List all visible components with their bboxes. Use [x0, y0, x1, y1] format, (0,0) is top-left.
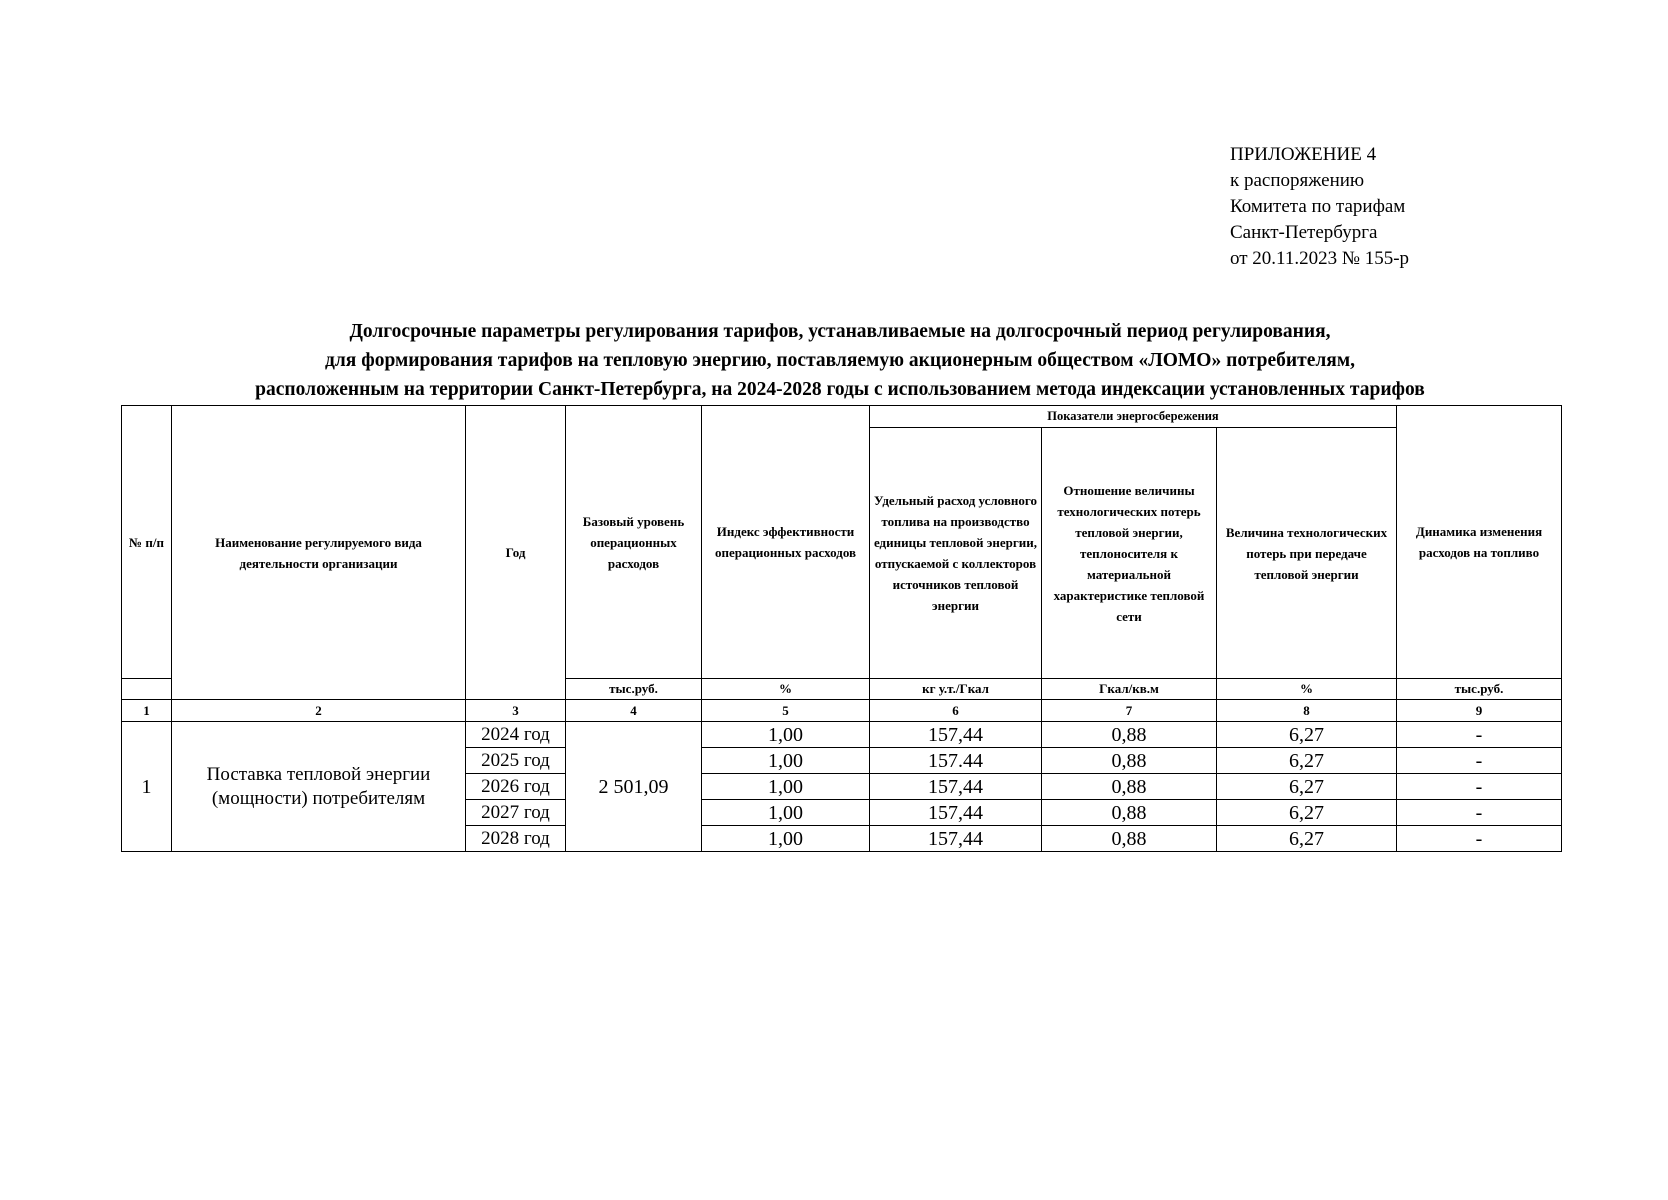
annex-committee: Комитета по тарифам: [1230, 196, 1406, 217]
document-title: [120, 317, 1560, 404]
unit-dynamics: тыс.руб.: [1397, 679, 1562, 700]
fuel-dynamics-value: -: [1397, 748, 1562, 774]
column-number: 2: [172, 700, 466, 722]
annex-date-number: от 20.11.2023 № 155-р: [1230, 248, 1410, 269]
fuel-dynamics-value: -: [1397, 722, 1562, 748]
fuel-consumption-value: 157,44: [870, 722, 1042, 748]
year-cell: 2027 год: [466, 800, 566, 826]
efficiency-index-value: 1,00: [702, 748, 870, 774]
fuel-dynamics-value: -: [1397, 800, 1562, 826]
fuel-consumption-value: 157,44: [870, 826, 1042, 852]
header-activity: Наименование регулируемого вида деятельности организации: [172, 406, 466, 700]
column-number: 5: [702, 700, 870, 722]
fuel-dynamics-value: -: [1397, 826, 1562, 852]
tariff-parameters-table: [121, 405, 1562, 852]
base-level-value: 2 501,09: [566, 722, 702, 852]
header-tech-losses: Величина технологических потерь при передаче тепловой энергии: [1217, 428, 1397, 679]
header-loss-ratio: Отношение величины технологических потерь тепловой энергии, теплоносителя к материальной характеристике тепловой сети: [1042, 428, 1217, 679]
tech-losses-value: 6,27: [1217, 774, 1397, 800]
title-line-3: расположенным на территории Санкт-Петербурга, на 2024-2028 годы с использованием метода индексации установленных тарифов: [255, 379, 1425, 400]
header-base-level: Базовый уровень операционных расходов: [566, 406, 702, 679]
activity-name: Поставка тепловой энергии (мощности) потребителям: [172, 722, 466, 852]
loss-ratio-value: 0,88: [1042, 800, 1217, 826]
year-cell: 2024 год: [466, 722, 566, 748]
fuel-consumption-value: 157,44: [870, 800, 1042, 826]
tech-losses-value: 6,27: [1217, 748, 1397, 774]
loss-ratio-value: 0,88: [1042, 826, 1217, 852]
loss-ratio-value: 0,88: [1042, 748, 1217, 774]
column-number: 7: [1042, 700, 1217, 722]
header-fuel-dynamics: Динамика изменения расходов на топливо: [1397, 406, 1562, 679]
row-number: 1: [122, 722, 172, 852]
title-line-1: Долгосрочные параметры регулирования тарифов, устанавливаемые на долгосрочный период регулирования,: [349, 321, 1331, 342]
header-year: Год: [466, 406, 566, 700]
year-cell: 2025 год: [466, 748, 566, 774]
fuel-consumption-value: 157.44: [870, 748, 1042, 774]
unit-fuel: кг у.т./Гкал: [870, 679, 1042, 700]
fuel-dynamics-value: -: [1397, 774, 1562, 800]
header-row-top: [122, 406, 1562, 428]
header-energy-saving-group: Показатели энергосбережения: [870, 406, 1397, 428]
unit-ratio: Гкал/кв.м: [1042, 679, 1217, 700]
column-numbers-row: [122, 700, 1562, 722]
loss-ratio-value: 0,88: [1042, 774, 1217, 800]
tech-losses-value: 6,27: [1217, 826, 1397, 852]
tech-losses-value: 6,27: [1217, 800, 1397, 826]
tech-losses-value: 6,27: [1217, 722, 1397, 748]
header-num: № п/п: [122, 406, 172, 679]
annex-block: [1230, 142, 1409, 272]
unit-losses: %: [1217, 679, 1397, 700]
unit-index: %: [702, 679, 870, 700]
annex-city: Санкт-Петербурга: [1230, 222, 1378, 243]
table-row: [122, 722, 1562, 748]
column-number: 4: [566, 700, 702, 722]
unit-num: [122, 679, 172, 700]
efficiency-index-value: 1,00: [702, 774, 870, 800]
fuel-consumption-value: 157,44: [870, 774, 1042, 800]
column-number: 3: [466, 700, 566, 722]
annex-ref-line: к распоряжению: [1230, 170, 1365, 191]
column-number: 9: [1397, 700, 1562, 722]
efficiency-index-value: 1,00: [702, 800, 870, 826]
column-number: 8: [1217, 700, 1397, 722]
loss-ratio-value: 0,88: [1042, 722, 1217, 748]
annex-number: ПРИЛОЖЕНИЕ 4: [1230, 144, 1377, 165]
column-number: 6: [870, 700, 1042, 722]
efficiency-index-value: 1,00: [702, 722, 870, 748]
year-cell: 2026 год: [466, 774, 566, 800]
title-line-2: для формирования тарифов на тепловую энергию, поставляемую акционерным обществом «ЛОМО» потребителям,: [324, 350, 1356, 371]
unit-base: тыс.руб.: [566, 679, 702, 700]
year-cell: 2028 год: [466, 826, 566, 852]
column-number: 1: [122, 700, 172, 722]
header-efficiency-index: Индекс эффективности операционных расходов: [702, 406, 870, 679]
efficiency-index-value: 1,00: [702, 826, 870, 852]
header-fuel-consumption: Удельный расход условного топлива на производство единицы тепловой энергии, отпускаемой с коллекторов источников тепловой энергии: [870, 428, 1042, 679]
